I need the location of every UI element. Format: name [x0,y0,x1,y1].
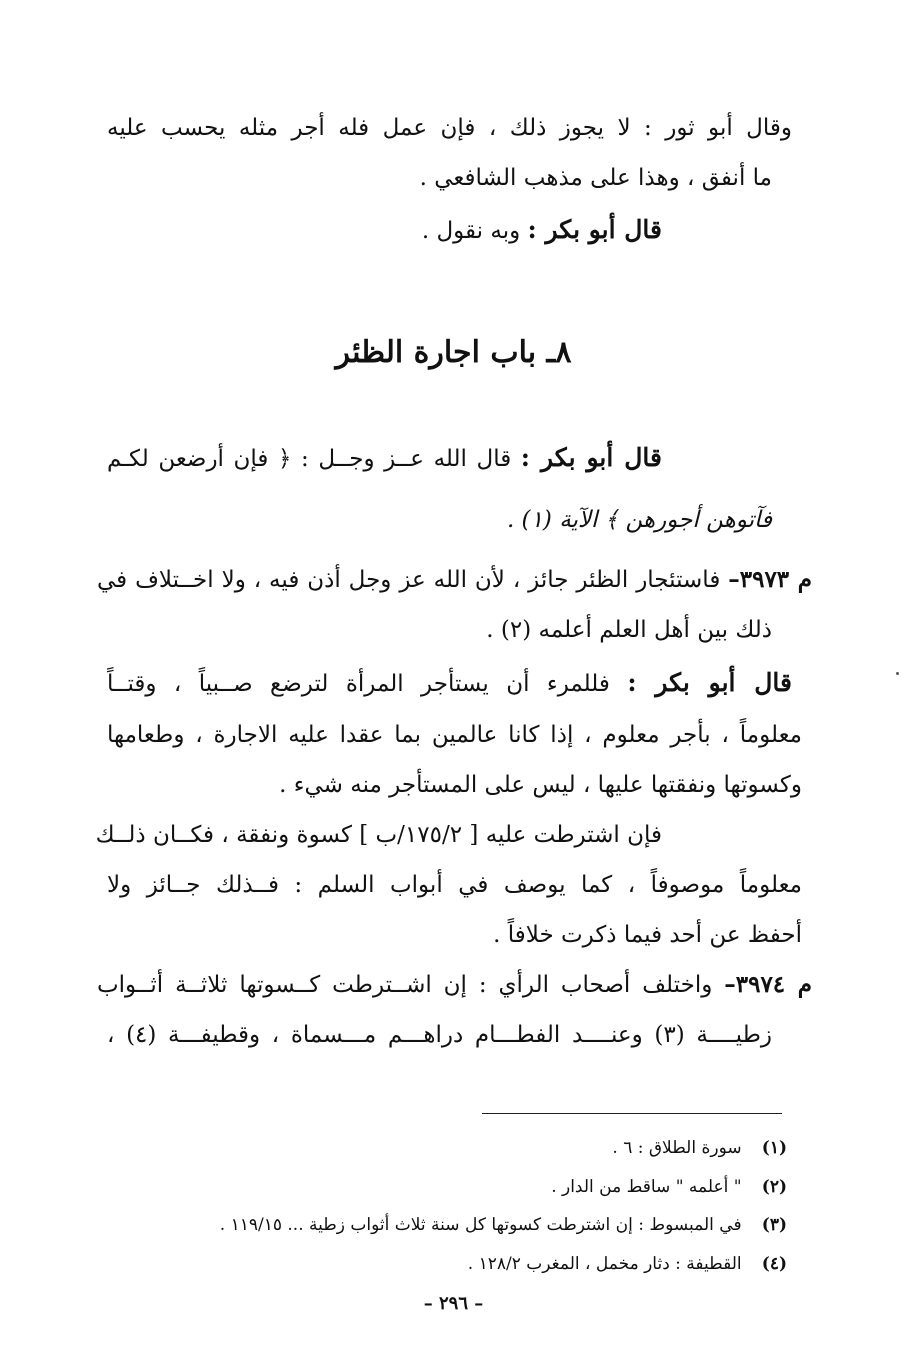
footnote-number: (٤) [761,1254,787,1274]
paragraph-line [107,668,792,699]
paragraph-line [0,215,662,246]
text-span: ذلك بين أهل العلم أعلمه (٢) . [486,617,772,643]
text-span: زطيــــة (٣) وعنــــد الفطـــام دراهـــم مـــسماة ، وقطيفـــة (٤) ، [107,1022,772,1048]
footnote [147,1136,787,1160]
speaker-lead: قال أبو بكر : [520,443,662,472]
text-span: معلوماً ، بأجر معلوم ، إذا كانا عالمين بما عقدا عليه الاجارة ، وطعامها [107,722,802,748]
paragraph-line [107,1020,772,1050]
quran-verse: فآتوهن أجورهن ﴾ الآية (١) . [506,507,772,533]
text-span: فاستئجار الظئر جائز ، لأن الله عز وجل أذن فيه ، ولا اخــتلاف في [97,567,721,593]
footnote-text: القطيفة : دثار مخمل ، المغرب ١٢٨/٢ . [467,1254,742,1274]
footnote-divider [482,1113,782,1114]
text-span: فللمرء أن يستأجر المرأة لترضع صــبياً ، وقتــاً [107,671,610,697]
scan-speck [896,672,899,675]
text-span: وكسوتها ونفقتها عليها ، ليس على المستأجر منه شيء . [279,772,802,798]
footnote-number: (١) [761,1138,787,1158]
paragraph-line [97,565,812,595]
speaker-lead: قال أبو بكر : [527,215,662,244]
text-span: معلوماً موصوفاً ، كما يوصف في أبواب السلم : فــذلك جــائز ولا [107,872,802,898]
issue-number: م ٣٩٧٤– [724,971,813,998]
chapter-title: ٨ـ باب اجارة الظئر [335,335,572,370]
text-span: وقال أبو ثور : لا يجوز ذلك ، فإن عمل فله أجر مثله يحسب عليه [107,115,792,141]
text-span: قال الله عــز وجــل : ﴿ فإن أرضعن لكـم [107,446,512,472]
text-span: فإن اشترطت عليه [ ١٧٥/٢/ب ] كسوة ونفقة ، فكــان ذلــك [95,822,662,848]
footnote-text: في المبسوط : إن اشترطت كسوتها كل سنة ثلاث أثواب زطية ... ١١٩/١٥ . [219,1215,742,1235]
paragraph-line [107,720,802,750]
text-span: أحفظ عن أحد فيما ذكرت خلافاً . [493,922,802,948]
paragraph-line [72,615,772,645]
footnote-number: (٣) [761,1215,787,1235]
footnote [147,1252,787,1276]
paragraph-line [97,970,812,1000]
footnote [147,1213,787,1237]
text-span: واختلف أصحاب الرأي : إن اشــترطت كــسوتها ثلاثــة أثــواب [97,972,713,998]
issue-number: م ٣٩٧٣– [728,566,813,593]
text-span: وبه نقول . [421,218,521,244]
paragraph-line [107,113,792,143]
footnote-text: " أعلمه " ساقط من الدار . [551,1177,742,1197]
page-number: – ٢٩٦ – [423,1293,484,1314]
text-span: ما أنفق ، وهذا على مذهب الشافعي . [419,165,772,191]
paragraph-line [102,920,802,950]
paragraph-line [95,820,662,850]
speaker-lead: قال أبو بكر : [627,668,793,697]
paragraph-line [72,163,772,193]
footnote [147,1175,787,1199]
paragraph-line [72,505,772,535]
paragraph-line [107,443,662,474]
footnote-text: سورة الطلاق : ٦ . [612,1138,742,1158]
paragraph-line [102,770,802,800]
footnote-number: (٢) [761,1177,787,1197]
paragraph-line [107,870,802,900]
